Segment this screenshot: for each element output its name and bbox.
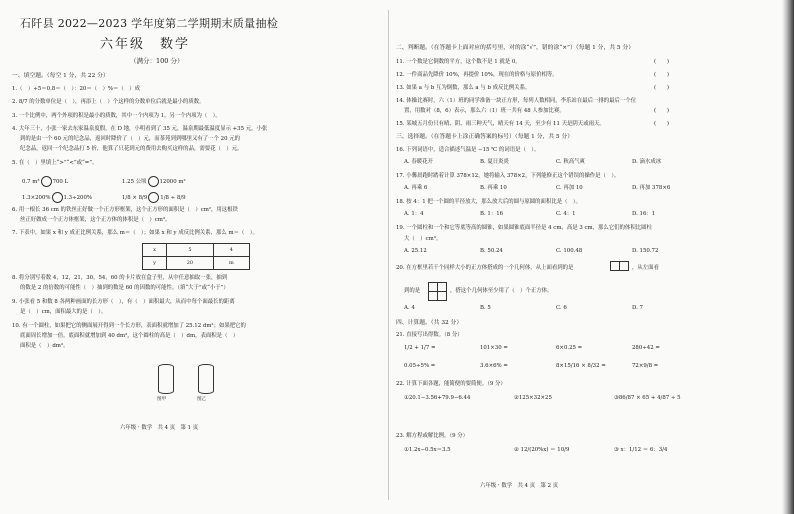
calc-item: ③86/87 × 65 + 4/87 ÷ 5	[614, 395, 681, 401]
question-17: 17. 小馨晨跑时踏着计算 378×12，她将输入 378×2，下列能修正这个错误的操作是（ ）。	[396, 173, 620, 179]
question-3: 3. 一个比例中，两个外项的积是最小的质数，其中一个内项为 1，另一个内项为（ ）。	[12, 113, 221, 119]
answer-circle	[41, 176, 52, 187]
question-9-line2: 是（ ）cm，面积最大的是（ ）。	[20, 309, 107, 315]
option: A. 再乘 6	[404, 185, 428, 191]
calc-item: 3.6×6% =	[480, 363, 508, 369]
question-5: 5. 在（ ）里填上“>”“<”或“=”。	[12, 160, 98, 166]
option: B. 再乘 10	[480, 185, 507, 191]
answer-circle	[148, 176, 159, 187]
calc-item: 6×0.25 =	[556, 345, 583, 351]
option: C. 秋高气爽	[556, 159, 585, 165]
question-6-line2: 丝正好做成一个正方体框架，这个正方体的体积是（ ）cm³。	[20, 217, 171, 223]
calc-item: 72×9/8 =	[632, 363, 659, 369]
answer-paren: ( )	[654, 72, 669, 78]
top-view-figure	[610, 261, 629, 271]
question-1: 1.（ ）÷5＝0.8＝（ ）：20＝（ ）%＝（ ）成	[12, 86, 140, 92]
question-6-line1: 6. 用一根长 36 cm 的铁丝正好做一个正方形框架，这个正方形的面积是（ ）cm²，用这根铁	[12, 207, 238, 213]
table-cell: 4	[213, 244, 249, 257]
figure-label-a: 图甲	[157, 397, 167, 402]
question-20-line1b: ，从左面看	[632, 265, 659, 271]
question-23: 23. 解方程或解比例。（9 分）	[396, 433, 469, 439]
full-score-note: （满分：100 分）	[130, 57, 184, 65]
question-16: 16. 下列词语中，适合描述气温是 −15 ℃ 的词语是（ ）。	[396, 147, 540, 153]
answer-paren: ( )	[654, 108, 669, 114]
question-19-line2: 大（ ）cm³。	[404, 236, 442, 242]
compare-item: 1/8 × 8/9 1/8 ÷ 8/9	[122, 192, 186, 203]
section-calc-heading: 四、计算题。（共 32 分）	[396, 320, 463, 326]
grade-subject-heading: 六年级 数学	[100, 37, 191, 52]
question-15: 15. 某城五月份只有晴、阴、雨三种天气，晴天有 14 天，至少有 11 天是阴天或雨天。	[396, 121, 605, 127]
cylinder-figure-b	[198, 364, 214, 394]
exam-title: 石阡县 2022—2023 学年度第二学期期末质量抽检	[20, 17, 279, 30]
question-7: 7. 下表中，如果 x 和 y 成正比例关系，那么 m＝（ ）；如果 x 和 y 成反比例关系，那么 m＝（ ）。	[12, 230, 258, 236]
right-page	[396, 14, 776, 494]
table-cell: x	[143, 244, 167, 257]
question-2: 2. 8/7 的分数单位是（ ），再添上（ ）个这样的分数单位后就是最小的质数。	[12, 99, 205, 105]
option: B. 1：16	[480, 211, 504, 217]
proportion-table	[142, 243, 250, 270]
calc-item: ①20.1−3.56+79.9−6.44	[404, 395, 471, 401]
question-10-line1: 10. 有一个圆柱，如果把它的侧面展开得到一个长方形，表面积就增加了 25.12 dm²；如果把它的	[12, 323, 246, 329]
table-cell: 20	[167, 257, 214, 270]
calc-item: ②125×32×25	[514, 395, 552, 401]
answer-paren: ( )	[654, 121, 669, 127]
question-8-line2: 的数是 2 的倍数的可能性（ ）抽到的数是 60 的因数的可能性。（填“大于”或“小于”）	[20, 285, 229, 291]
cylinder-figure-a	[158, 364, 174, 394]
question-4-line2: 到的是由一个 60 元的纪念品，返回时降价了（ ）元，而茶苑到到哪里又有了一个 20 元的	[20, 136, 241, 142]
option: B. 50.24	[480, 248, 503, 254]
section-true-false-heading: 二、判断题。（在答题卡上面对应的括号里，对的涂“√”，错的涂“×”）（每题 1 分，共 5 分）	[396, 45, 635, 51]
table-cell: m	[213, 257, 249, 270]
option: C. 再加 10	[556, 185, 583, 191]
compare-item: 1.3×200% 1.3÷200%	[22, 192, 92, 203]
option: A. 4	[404, 305, 415, 311]
question-20-line2: 到的是	[404, 288, 421, 294]
calc-item: ③ x：1/12 ＝ 6：3/4	[614, 447, 668, 453]
option: D. 再加 378×6	[632, 185, 671, 191]
option: C. 6	[556, 305, 567, 311]
question-14-line1: 14. 体操比赛时，六（1）班的同学准备一块正方形，每列人数相同，李乐站在最后一排的最后一个位	[396, 98, 637, 104]
answer-circle	[148, 192, 159, 203]
question-12: 12. 一件商品先降价 10%，再提价 10%，现在的价格与原价相等。	[396, 72, 558, 78]
option: D. 16：1	[632, 211, 656, 217]
calc-item: 8×15/16 × 8/32 =	[556, 363, 606, 369]
answer-paren: ( )	[654, 59, 669, 65]
question-4-line3: 纪念品，返回一个纪念品打 5 折，他算了只花到元的费用去购买这样的品，需要花（ ）元。	[20, 146, 243, 152]
calc-item: ② 12/(20%x) ＝ 10/9	[514, 447, 570, 453]
table-row	[143, 244, 250, 257]
calc-item: ①1.2x−0.5x＝3.5	[404, 447, 451, 453]
option: D. 150.72	[632, 248, 659, 254]
calc-item: 101×30 =	[480, 345, 508, 351]
question-20-line1: 20. 在方框里若干个同样大小的正方体搭成的一个几何体，从上面看到的是	[396, 265, 574, 271]
page-fold-divider	[388, 10, 389, 500]
figure-label-b: 图乙	[197, 397, 207, 402]
question-4-line1: 4. 大年三十，小张一家去东家温泉度假，在 D 地，小明看到了 35 元，温泉期最低温度显示 +35 元，小张	[12, 126, 268, 132]
compare-item: 0.7 m³ 700 L	[22, 176, 68, 187]
option: D. 滴水成冰	[632, 159, 662, 165]
question-8-line1: 8. 将分别写着数 4，12，21，30，54，60 的卡片放在盒子里，从中任意抽取一张，抽到	[12, 275, 228, 281]
question-10-line2: 底面周长增加一倍，底面积就增加到 40 dm²，这个圆柱的高是（ ）dm，表面积是（ ）	[20, 333, 239, 339]
question-19-line1: 19. 一个圆柱和一个和它等底等高的圆锥，如果圆锥底面半径是 4 cm，高是 3 cm，那么它们的体积比圆柱	[396, 225, 652, 231]
table-cell: y	[143, 257, 167, 270]
compare-item: 1.25 公顷 12000 m²	[122, 176, 186, 187]
table-row	[143, 257, 250, 270]
option: A. 25.12	[404, 248, 427, 254]
option: C. 4：1	[556, 211, 576, 217]
calc-item: 280÷42 =	[632, 345, 660, 351]
page-footer-left: 六年级 · 数学 共 4 页 第 1 页	[120, 425, 199, 431]
question-20-line2b: ，搭这个几何体至少用了（ ）个正方体。	[450, 288, 553, 294]
answer-circle	[52, 192, 63, 203]
option: B. 5	[480, 305, 491, 311]
option: D. 7	[632, 305, 643, 311]
section-fill-in-heading: 一、填空题。（每空 1 分，共 22 分）	[12, 73, 109, 79]
question-21: 21. 直接写出得数。（8 分）	[396, 332, 463, 338]
question-14-line2: 置，用数对（8，6）表示，那么六（1）班一共有 48 人参加比赛。	[404, 108, 565, 114]
left-view-figure	[428, 282, 447, 301]
answer-paren: ( )	[654, 85, 669, 91]
question-10-line3: 面积是（ ）dm³。	[20, 343, 69, 349]
question-11: 11. 一个数是它倒数的平方，这个数不是 1 就是 0。	[396, 59, 521, 65]
question-18: 18. 按 4：1 把一个圆的半径放大，那么放大后的圆与原圆的面积比是（ ）。	[396, 199, 581, 205]
page-footer-right: 六年级 · 数学 共 4 页 第 2 页	[480, 483, 559, 489]
table-cell: 5	[167, 244, 214, 257]
option: C. 100.48	[556, 248, 583, 254]
section-choice-heading: 三、选择题。（在答题卡上涂正确答案的标号）（每题 1 分，共 5 分）	[396, 134, 574, 140]
left-page	[12, 14, 380, 494]
scan-edge-shadow	[782, 0, 794, 514]
calc-item: 0.05÷5% =	[404, 363, 436, 369]
option: B. 夏日炎炎	[480, 159, 509, 165]
question-22: 22. 计算下面各题，能简便的要简便。（9 分）	[396, 381, 506, 387]
calc-item: 1/2 + 1/7 =	[404, 345, 436, 351]
option: A. 春暖花开	[404, 159, 433, 165]
option: A. 1：4	[404, 211, 424, 217]
question-9-line1: 9. 小张看 5 和数 8 各两种画面的长方形（ ），有（ ）面积最大，从而中每个面最长的距离	[12, 299, 235, 305]
question-13: 13. 如果 a 与 b 互为倒数，那么 a 与 b 成反比例关系。	[396, 85, 531, 91]
